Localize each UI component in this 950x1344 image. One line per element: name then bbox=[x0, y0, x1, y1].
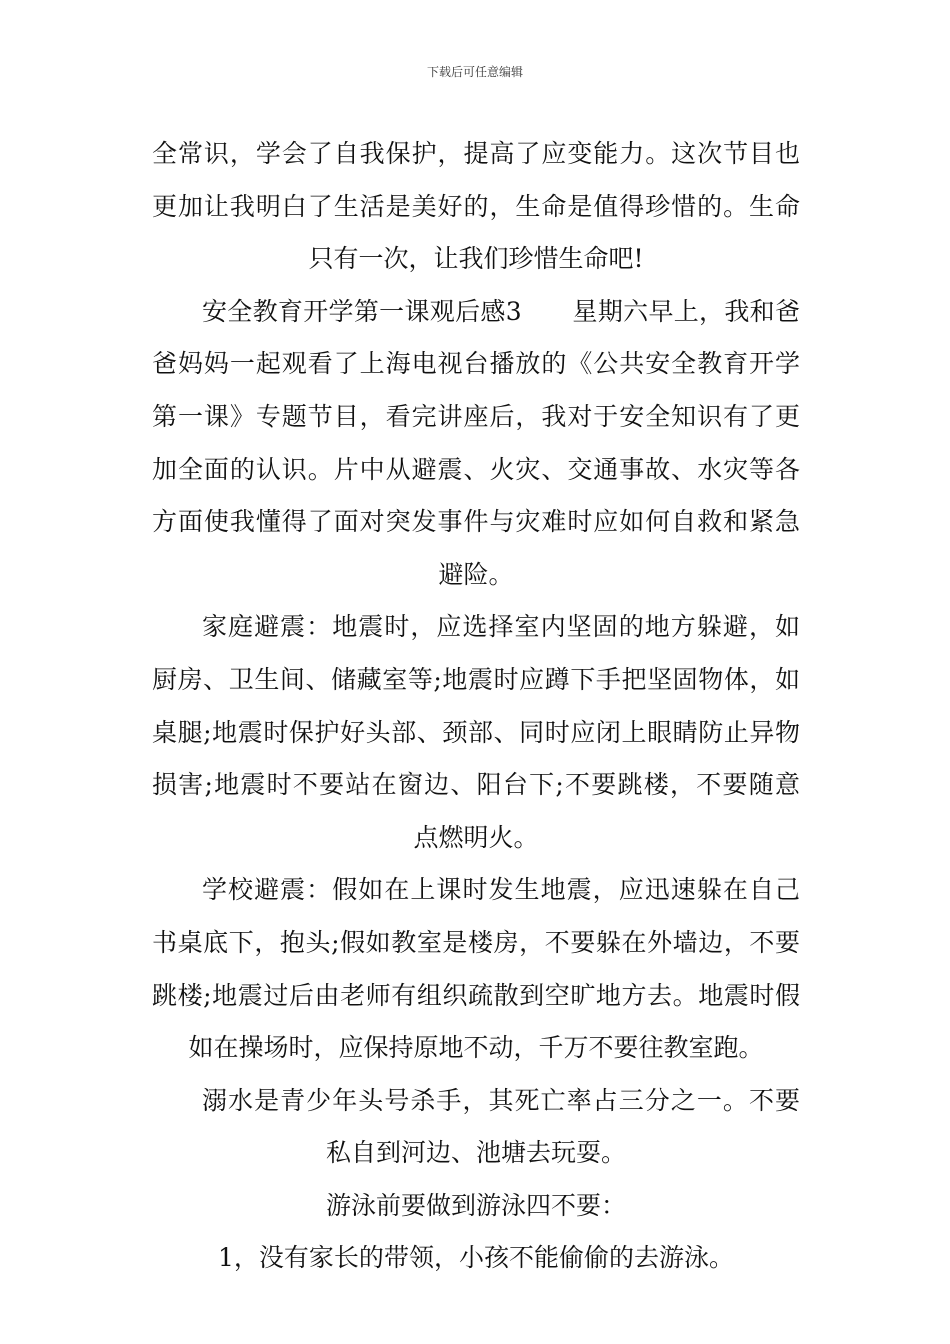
text-line: 损害;地震时不要站在窗边、阳台下;不要跳楼，不要随意 bbox=[152, 770, 800, 800]
text-line: 方面使我懂得了面对突发事件与灾难时应如何自救和紧急 bbox=[152, 507, 800, 537]
paragraph-start-line: 学校避震：假如在上课时发生地震，应迅速躲在自己 bbox=[202, 875, 800, 905]
paragraph-heading-line: 安全教育开学第一课观后感3 星期六早上，我和爸 bbox=[202, 296, 800, 326]
paragraph-start-line: 家庭避震：地震时，应选择室内坚固的地方躲避，如 bbox=[202, 612, 800, 642]
text-line: 避险。 bbox=[438, 559, 514, 589]
text-line: 如在操场时，应保持原地不动，千万不要往教室跑。 bbox=[188, 1033, 764, 1063]
text-line: 跳楼;地震过后由老师有组织疏散到空旷地方去。地震时假 bbox=[152, 980, 800, 1010]
text-line: 厨房、卫生间、储藏室等;地震时应蹲下手把坚固物体，如 bbox=[152, 664, 800, 694]
text-line: 全常识，学会了自我保护，提高了应变能力。这次节目也 bbox=[152, 139, 800, 168]
document-body bbox=[152, 128, 800, 1285]
page-header-note: 下载后可任意编辑 bbox=[426, 65, 523, 79]
text-line: 只有一次，让我们珍惜生命吧! bbox=[308, 244, 644, 274]
text-line: 加全面的认识。片中从避震、火灾、交通事故、水灾等各 bbox=[152, 454, 800, 484]
text-line: 书桌底下，抱头;假如教室是楼房，不要躲在外墙边，不要 bbox=[152, 927, 800, 957]
text-line: 私自到河边、池塘去玩耍。 bbox=[325, 1138, 626, 1168]
text-line: 更加让我明白了生活是美好的，生命是值得珍惜的。生命 bbox=[152, 191, 800, 221]
list-item-line: 1，没有家长的带领，小孩不能偷偷的去游泳。 bbox=[218, 1243, 734, 1273]
text-line: 桌腿;地震时保护好头部、颈部、同时应闭上眼睛防止异物 bbox=[152, 717, 800, 747]
paragraph-start-line: 溺水是青少年头号杀手，其死亡率占三分之一。不要 bbox=[202, 1085, 800, 1115]
text-line: 点燃明火。 bbox=[413, 822, 539, 852]
text-line: 第一课》专题节目，看完讲座后，我对于安全知识有了更 bbox=[152, 401, 800, 431]
text-line: 爸妈妈一起观看了上海电视台播放的《公共安全教育开学 bbox=[152, 349, 800, 379]
paragraph-start-line: 游泳前要做到游泳四不要： bbox=[325, 1190, 626, 1220]
